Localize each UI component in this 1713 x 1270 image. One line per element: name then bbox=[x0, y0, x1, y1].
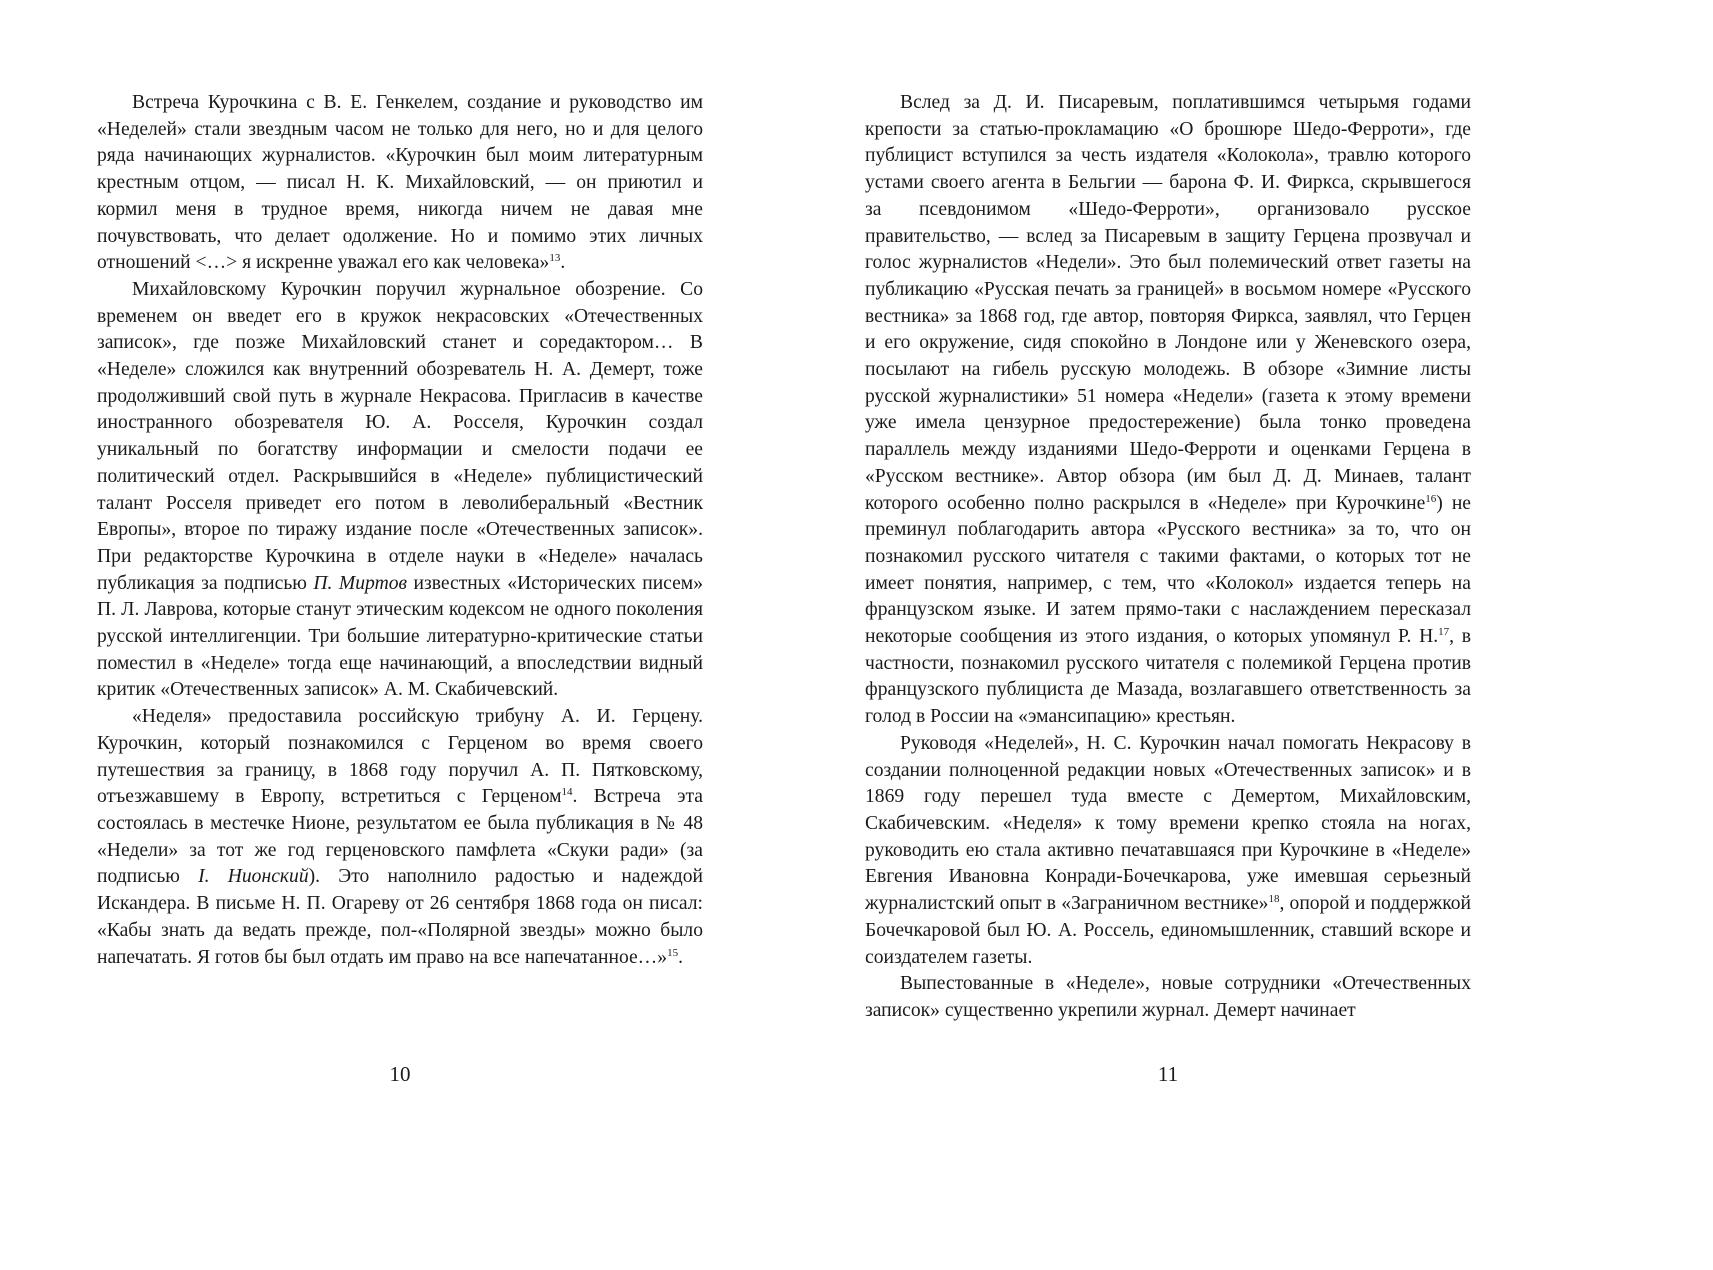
page-number: 10 bbox=[389, 1062, 411, 1086]
text-run: , в частности, познакомил русского читателя с полемикой Герцена против французского публициста де Мазада, возлагавшего ответственность за голод в России на «эмансипацию» крестьян. bbox=[865, 626, 1471, 728]
text-run: , опорой и поддержкой Бочечкаровой был Ю. А. Россель, единомышленник, ставший вскоре и соиздателем газеты. bbox=[865, 893, 1472, 968]
text-run: Выпестованные в «Неделе», новые сотрудники «Отечественных записок» существенно укрепили журнал. Демерт начинает bbox=[865, 973, 1471, 1021]
paragraph bbox=[97, 704, 703, 971]
text-run: . bbox=[560, 252, 566, 274]
right-page bbox=[865, 90, 1471, 1025]
text-run: Вслед за Д. И. Писаревым, поплатившимся четырьмя годами крепости за статью-прокламацию «О брошюре Шедо-Ферроти», где публицист вступился за честь издателя «Колокола», травлю которого устами своего агента в Бельгии — барона Ф. И. Фиркса, скрывшегося за псевдонимом «Шедо-Ферроти», организовало русское правительство, — вслед за Писаревым в защиту Герцена прозвучал и голос журналистов «Недели». Это был полемический ответ газеты на публикацию «Русская печать за границей» в восьмом номере «Русского вестника» за 1868 год, где автор, повторяя Фиркса, заявлял, что Герцен и его окружение, сидя спокойно в Лондоне или у Женевского озера, посылают на гибель русскую молодежь. В обзоре «Зимние листы русской журналистики» 51 номера «Недели» (газета к этому времени уже имела цензурное предостережение) была тонко проведена параллель между изданиями Шедо-Ферроти и оценками Герцена в «Русском вестнике». Автор обзора (им был Д. Д. Минаев, талант которого особенно полно раскрылся в «Неделе» при Курочкине bbox=[865, 92, 1471, 514]
text-run: Встреча Курочкина с В. Е. Генкелем, создание и руководство им «Неделей» стали звездным часом не только для него, но и для целого ряда начинающих журналистов. «Курочкин был моим литературным крестным отцом, — писал Н. К. Михайловский, — он приютил и кормил меня в трудное время, никогда ничем не давая мне почувствовать, что делает одолжение. Но и помимо этих личных отношений <…> я искренне уважал его как человека» bbox=[97, 92, 703, 274]
page-number: 11 bbox=[1157, 1062, 1179, 1086]
footnote-ref: 13 bbox=[549, 252, 561, 265]
text-run: ) не преминул поблагодарить автора «Русского вестника» за то, что он познакомил русского читателя с такими фактами, о которых тот не имеет понятия, например, с тем, что «Колокол» издается теперь на французском языке. И затем прямо-таки с наслаждением пересказал некоторые сообщения из этого издания, о которых упомянул Р. Н. bbox=[865, 492, 1472, 648]
text-run: Руководя «Неделей», Н. С. Курочкин начал помогать Некрасову в создании полноценной редакции новых «Отечественных записок» и в 1869 году перешел туда вместе с Демертом, Михайловским, Скабичевским. «Неделя» к тому времени крепко стояла на ногах, руководить ею стала активно печатавшаяся при Курочкине в «Неделе» Евгения Ивановна Конради-Бочечкарова, уже имевшая серьезный журналистский опыт в «Заграничном вестнике» bbox=[865, 732, 1471, 915]
text-run: «Неделя» предоставила российскую трибуну А. И. Герцену. Курочкин, который познакомился с Герценом во время своего путешествия за границу, в 1868 году поручил А. П. Пятковскому, отъезжавшему в Европу, встретиться с Герценом bbox=[97, 706, 703, 808]
text-run: известных «Исторических писем» П. Л. Лаврова, которые станут этическим кодексом не одного поколения русской интеллигенции. Три большие литературно-критические статьи поместил в «Неделе» тогда еще начинающий, а впоследствии видный критик «Отечественных записок» А. М. Скабичевский. bbox=[97, 572, 704, 701]
left-page bbox=[97, 90, 703, 971]
footnote-ref: 16 bbox=[1425, 492, 1437, 505]
paragraph bbox=[865, 90, 1471, 731]
italic-signature: I. Нионский bbox=[198, 866, 309, 888]
text-run: Михайловскому Курочкин поручил журнальное обозрение. Со временем он введет его в кружок некрасовских «Отечественных записок», где позже Михайловский станет и соредактором… В «Неделе» сложился как внутренний обозреватель Н. А. Демерт, тоже продолживший свой путь в журнале Некрасова. Пригласив в качестве иностранного обозревателя Ю. А. Росселя, Курочкин создал уникальный по богатству информации и смелости подачи ее политический отдел. Раскрывшийся в «Неделе» публицистический талант Росселя приведет его потом в леволиберальный «Вестник Европы», второе по тиражу издание после «Отечественных записок». При редакторстве Курочкина в отделе науки в «Неделе» началась публикация за подписью bbox=[97, 278, 703, 594]
paragraph bbox=[865, 731, 1471, 971]
text-run: ). Это наполнило радостью и надеждой Искандера. В письме Н. П. Огареву от 26 сентября 1868 года он писал: «Кабы знать да ведать прежде, пол-«Полярной звезды» можно было напечатать. Я готов бы был отдать им право на все напечатанное…» bbox=[97, 866, 704, 968]
paragraph bbox=[97, 277, 703, 704]
italic-signature: П. Миртов bbox=[313, 572, 408, 594]
footnote-ref: 18 bbox=[1268, 893, 1280, 906]
paragraph bbox=[865, 971, 1471, 1024]
footnote-ref: 17 bbox=[1438, 626, 1450, 639]
text-run: . Встреча эта состоялась в местечке Нионе, результатом ее была публикация в № 48 «Недели» за тот же год герценовского памфлета «Скуки ради» (за подписью bbox=[97, 786, 703, 888]
footnote-ref: 15 bbox=[667, 946, 679, 959]
footnote-ref: 14 bbox=[561, 786, 573, 799]
paragraph bbox=[97, 90, 703, 277]
text-run: . bbox=[678, 946, 683, 968]
